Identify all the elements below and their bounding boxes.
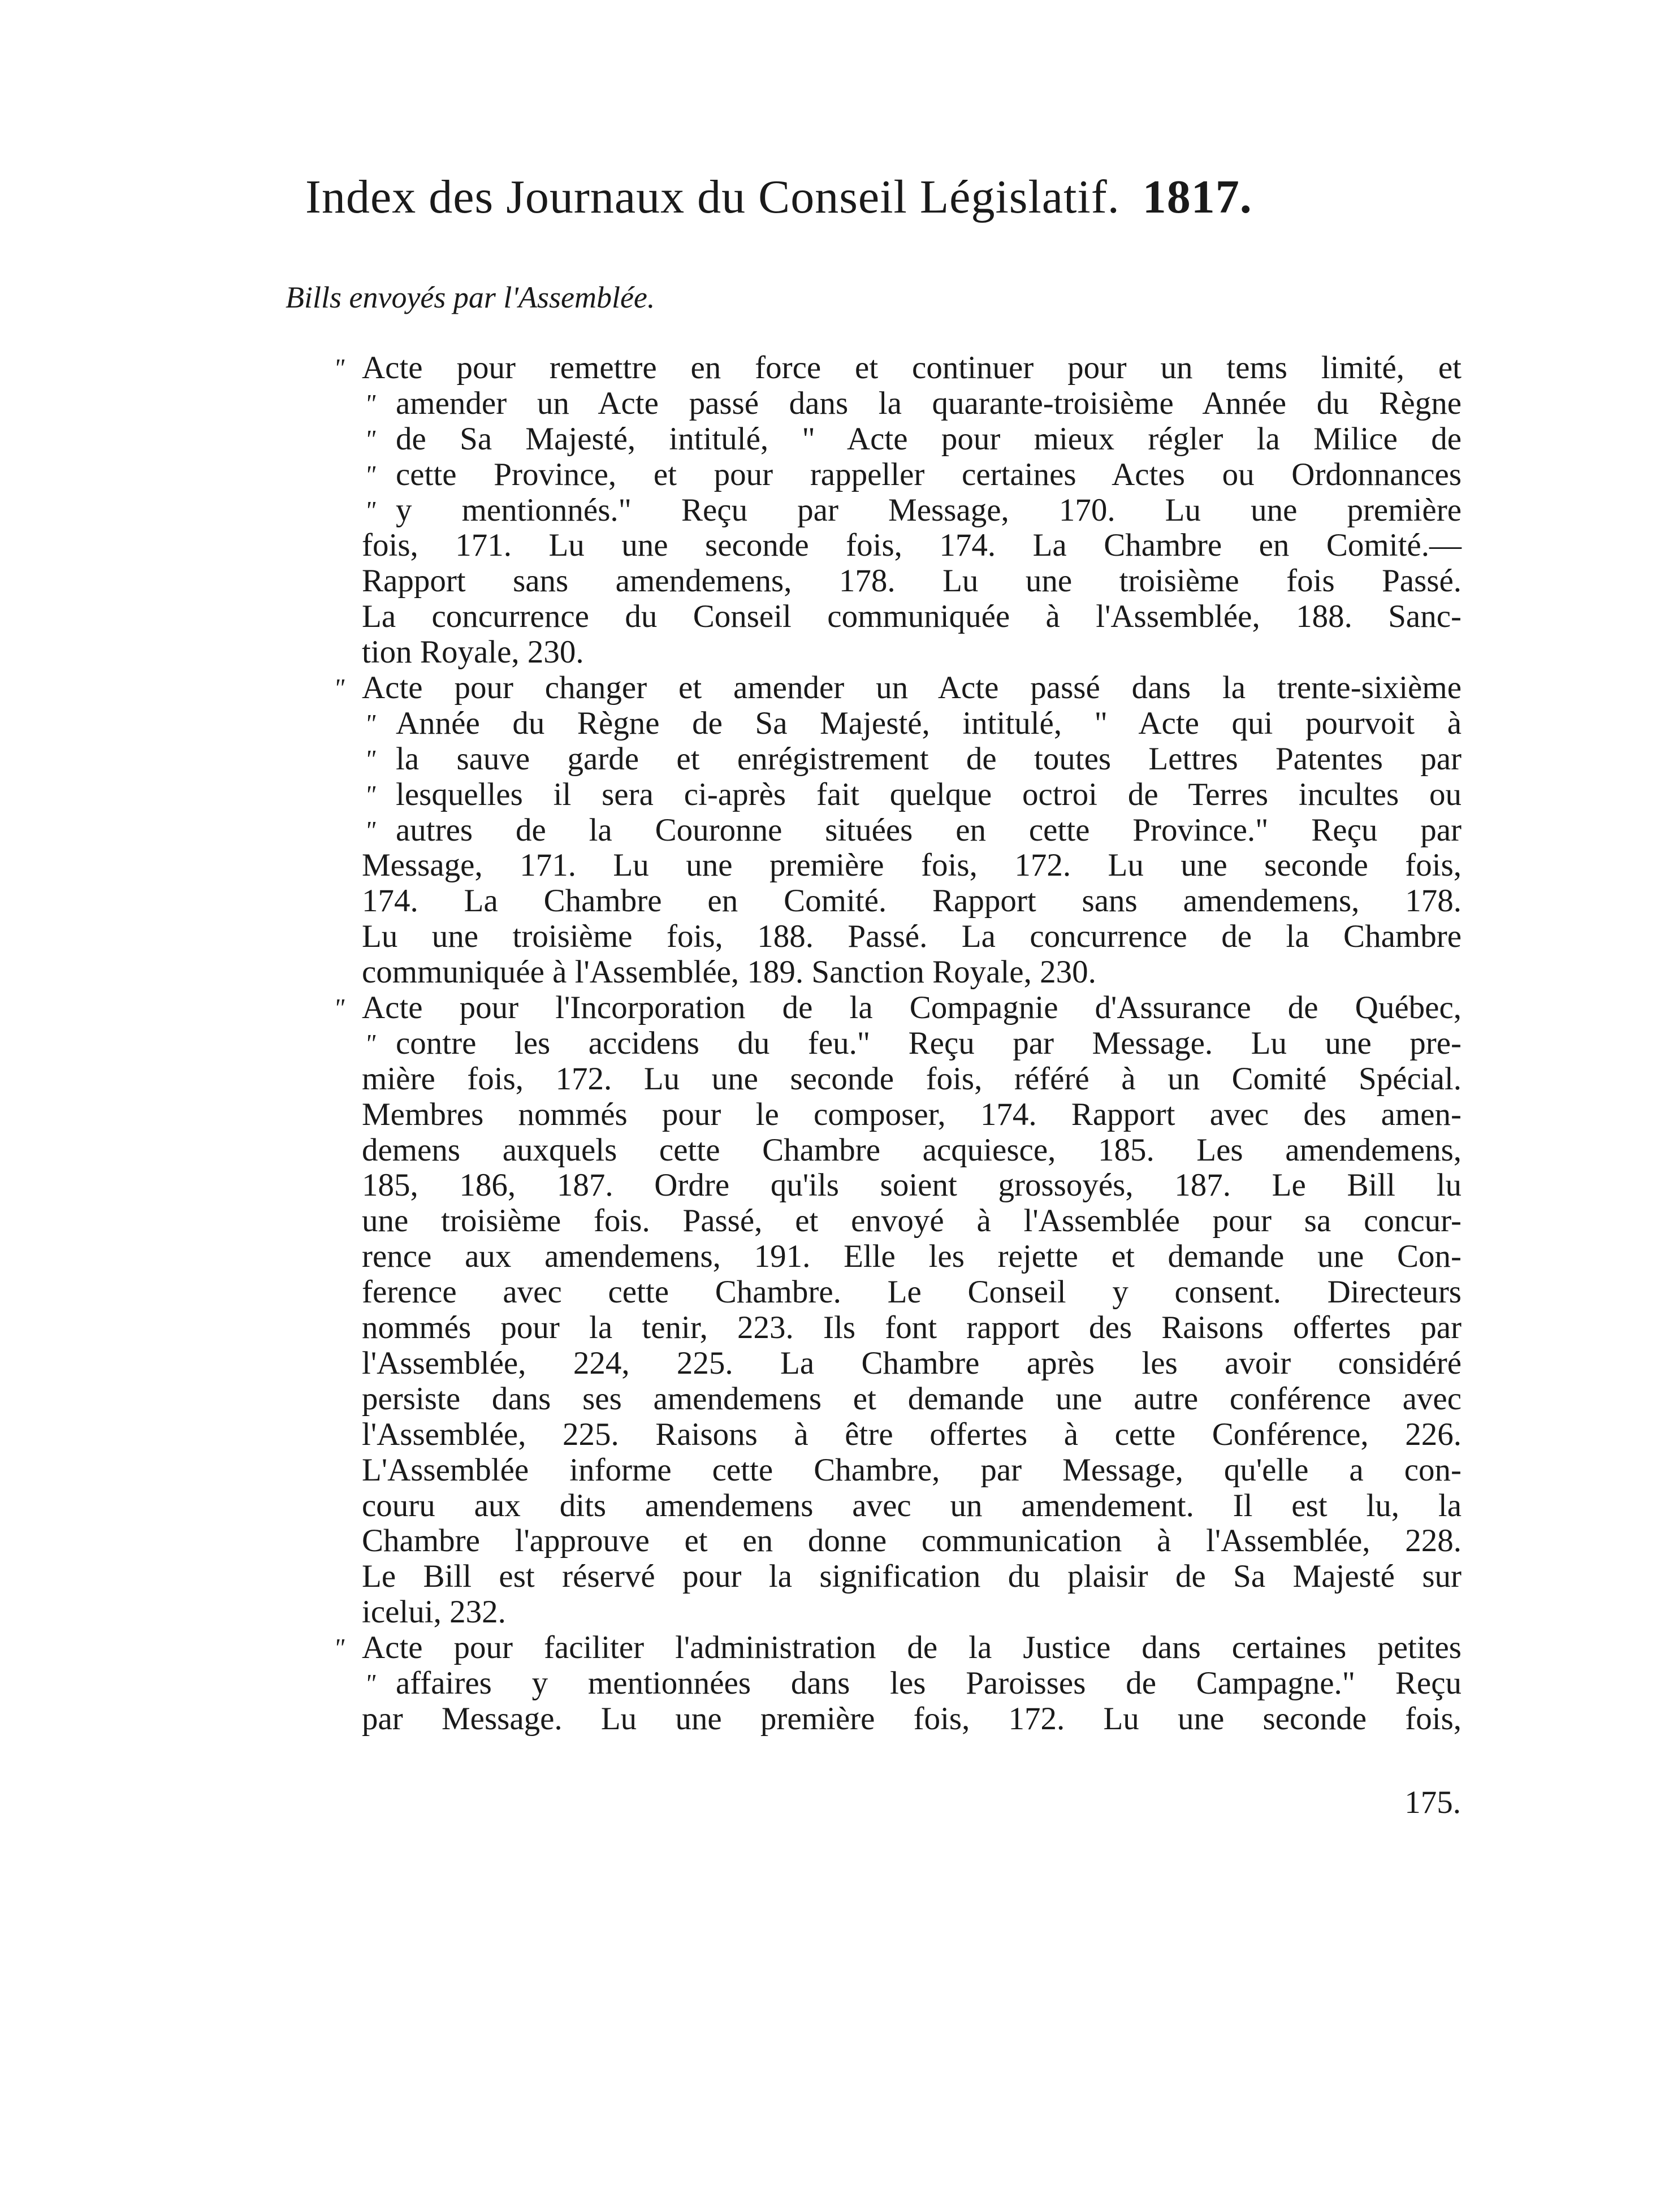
- entry-line: [362, 1453, 1462, 1488]
- entry-line: [362, 1417, 1462, 1453]
- entry-line: [362, 848, 1462, 884]
- entry-line: [362, 1168, 1462, 1204]
- entry-line: [362, 386, 1462, 422]
- entry-line: [362, 884, 1462, 919]
- entry-line: [362, 1666, 1462, 1702]
- quote-mark: ": [365, 708, 376, 738]
- entry-line-text: l'Assemblée, 225. Raisons à être offertes à cette Conférence, 226.: [362, 1416, 1462, 1452]
- page-number: 175.: [1404, 1785, 1461, 1820]
- quote-mark: ": [365, 1668, 376, 1698]
- bill-entry: [334, 350, 1462, 670]
- entry-line-text: rence aux amendemens, 191. Elle les rejette et demande une Con-: [362, 1239, 1462, 1275]
- entry-line: [362, 742, 1462, 777]
- entry-line: [334, 670, 1462, 706]
- entry-line-text: mière fois, 172. Lu une seconde fois, référé à un Comité Spécial.: [362, 1060, 1462, 1097]
- entry-line-text: 185, 186, 187. Ordre qu'ils soient grossoyés, 187. Le Bill lu: [362, 1167, 1462, 1204]
- bill-entry: [334, 1630, 1462, 1737]
- entry-line: [362, 777, 1462, 813]
- entry-line: [362, 635, 1462, 670]
- entry-line: [362, 1097, 1462, 1133]
- entry-line-text: Acte pour remettre en force et continuer pour un tems limité, et: [362, 350, 1462, 386]
- quote-mark: ": [365, 460, 376, 489]
- entry-line-text: Message, 171. Lu une première fois, 172. Lu une seconde fois,: [362, 847, 1462, 884]
- entry-line: [362, 955, 1462, 990]
- entry-line-text: persiste dans ses amendemens et demande une autre conférence avec: [362, 1380, 1462, 1417]
- entry-line-text: communiquée à l'Assemblée, 189. Sanction Royale, 230.: [362, 954, 1096, 990]
- quote-mark: ": [365, 780, 376, 809]
- entry-line-text: Année du Règne de Sa Majesté, intitulé, " Acte qui pourvoit à: [396, 705, 1462, 741]
- entry-line-text: affaires y mentionnées dans les Paroisses de Campagne." Reçu: [396, 1665, 1462, 1701]
- entry-line: [334, 350, 1462, 386]
- entry-line: [362, 706, 1462, 742]
- section-subheading: Bills envoyés par l'Assemblée.: [286, 280, 655, 314]
- entry-line: [362, 1488, 1462, 1524]
- quote-mark: ": [365, 815, 376, 845]
- entry-line-text: nommés pour la tenir, 223. Ils font rapport des Raisons offertes par: [362, 1310, 1462, 1346]
- entry-line: [362, 813, 1462, 849]
- entry-line-text: Membres nommés pour le composer, 174. Rapport avec des amen-: [362, 1096, 1462, 1132]
- entry-line: [362, 1595, 1462, 1630]
- quote-mark: ": [334, 1633, 345, 1663]
- entry-line-text: Acte pour faciliter l'administration de la Justice dans certaines petites: [362, 1630, 1462, 1666]
- entry-line-text: une troisième fois. Passé, et envoyé à l'Assemblée pour sa concur-: [362, 1203, 1462, 1239]
- entry-line-text: amender un Acte passé dans la quarante-troisième Année du Règne: [396, 385, 1462, 421]
- bill-entry: [334, 670, 1462, 990]
- entry-line-text: y mentionnés." Reçu par Message, 170. Lu une première: [396, 492, 1462, 528]
- entry-line: [362, 1702, 1462, 1737]
- quote-mark: ": [365, 388, 376, 418]
- entry-line: [362, 1062, 1462, 1097]
- entry-line-text: La concurrence du Conseil communiquée à l'Assemblée, 188. Sanc-: [362, 599, 1462, 635]
- entry-line-text: L'Assemblée informe cette Chambre, par Message, qu'elle a con-: [362, 1452, 1462, 1488]
- entry-line: [362, 599, 1462, 635]
- entry-line-text: Lu une troisième fois, 188. Passé. La concurrence de la Chambre: [362, 919, 1462, 955]
- entry-line-text: autres de la Couronne situées en cette Province." Reçu par: [396, 812, 1462, 848]
- page-header: [305, 170, 1493, 224]
- page-title: Index des Journaux du Conseil Législatif.: [305, 171, 1120, 223]
- entry-line: [362, 919, 1462, 955]
- entry-line: [362, 528, 1462, 564]
- quote-mark: ": [334, 353, 345, 382]
- page-year: 1817.: [1142, 171, 1252, 223]
- entry-line: [362, 1133, 1462, 1168]
- entry-line-text: de Sa Majesté, intitulé, " Acte pour mieux régler la Milice de: [396, 421, 1462, 457]
- entry-line-text: contre les accidens du feu." Reçu par Message. Lu une pre-: [396, 1025, 1462, 1061]
- entry-line: [362, 1346, 1462, 1382]
- entry-line-text: l'Assemblée, 224, 225. La Chambre après les avoir considéré: [362, 1345, 1462, 1381]
- quote-mark: ": [365, 1028, 376, 1058]
- entry-line-text: cette Province, et pour rappeller certaines Actes ou Ordonnances: [396, 456, 1462, 492]
- entry-line-text: Le Bill est réservé pour la signification du plaisir de Sa Majesté sur: [362, 1559, 1462, 1595]
- entry-line: [362, 1275, 1462, 1310]
- quote-mark: ": [334, 993, 345, 1023]
- entry-line: [362, 1523, 1462, 1559]
- entry-line: [362, 1559, 1462, 1595]
- entry-line-text: par Message. Lu une première fois, 172. Lu une seconde fois,: [362, 1700, 1462, 1737]
- quote-mark: ": [365, 744, 376, 773]
- entry-line-text: icelui, 232.: [362, 1594, 506, 1630]
- entry-line-text: Chambre l'approuve et en donne communication à l'Assemblée, 228.: [362, 1523, 1462, 1559]
- entry-line-text: Acte pour changer et amender un Acte passé dans la trente-sixième: [362, 670, 1462, 706]
- entry-line: [362, 1026, 1462, 1062]
- entry-line: [362, 1204, 1462, 1239]
- quote-mark: ": [334, 673, 345, 703]
- entry-line-text: Rapport sans amendemens, 178. Lu une troisième fois Passé.: [362, 563, 1462, 599]
- quote-mark: ": [365, 424, 376, 453]
- entry-line-text: couru aux dits amendemens avec un amendement. Il est lu, la: [362, 1487, 1462, 1523]
- entry-line: [362, 1382, 1462, 1417]
- entry-line-text: Acte pour l'Incorporation de la Compagnie d'Assurance de Québec,: [362, 990, 1462, 1026]
- entry-line: [334, 1630, 1462, 1666]
- entry-line-text: lesquelles il sera ci-après fait quelque octroi de Terres incultes ou: [396, 776, 1462, 812]
- entry-line: [362, 493, 1462, 529]
- entry-line: [362, 1310, 1462, 1346]
- entry-line-text: la sauve garde et enrégistrement de toutes Lettres Patentes par: [396, 741, 1462, 777]
- entry-line-text: fois, 171. Lu une seconde fois, 174. La Chambre en Comité.—: [362, 527, 1462, 564]
- entry-line: [362, 457, 1462, 493]
- bill-entries: [334, 350, 1462, 1737]
- quote-mark: ": [365, 495, 376, 525]
- entry-line-text: demens auxquels cette Chambre acquiesce, 185. Les amendemens,: [362, 1132, 1462, 1168]
- bill-entry: [334, 990, 1462, 1630]
- entry-line-text: ference avec cette Chambre. Le Conseil y consent. Directeurs: [362, 1274, 1462, 1310]
- entry-line: [362, 422, 1462, 457]
- entry-line: [362, 564, 1462, 599]
- entry-line-text: 174. La Chambre en Comité. Rapport sans amendemens, 178.: [362, 883, 1462, 919]
- entry-line-text: tion Royale, 230.: [362, 634, 584, 670]
- entry-line: [362, 1239, 1462, 1275]
- entry-line: [334, 990, 1462, 1026]
